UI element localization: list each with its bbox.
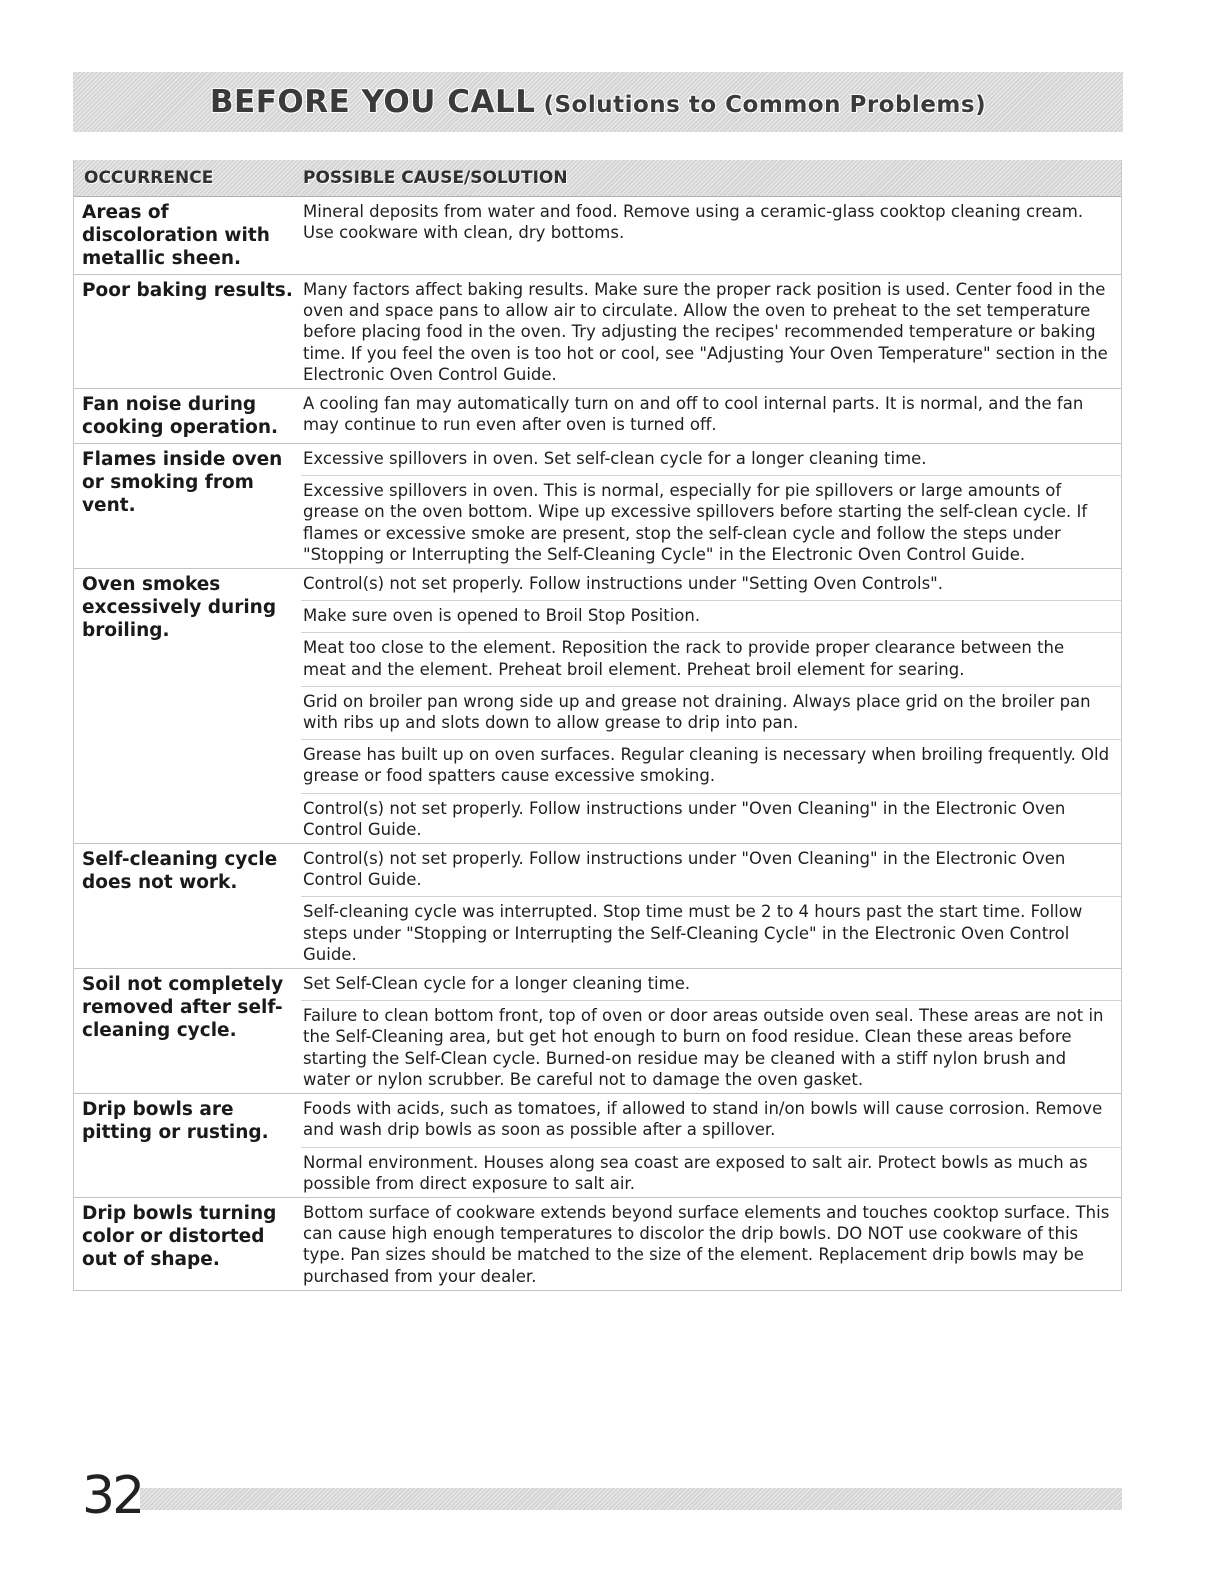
solutions-cell (301, 1198, 1121, 1290)
table-row (74, 197, 1121, 275)
solution-item: Many factors affect baking results. Make sure the proper rack position is used. Center food in the oven and space pans to allow air to circulate. Allow the oven to preheat to the set temperature before placing food in the oven. Try adjusting the recipes' recommended temperature or baking time. If you feel the oven is too hot or cool, see "Adjusting Your Oven Temperature" section in the Electronic Oven Control Guide. (303, 280, 1108, 384)
solutions-cell (301, 969, 1121, 1093)
solution-item: Failure to clean bottom front, top of oven or door areas outside oven seal. These areas are not in the Self-Cleaning area, but get hot enough to burn on food residue. Clean these areas before starting the Self-Clean cycle. Burned-on residue may be cleaned with a stiff nylon brush and water or nylon scrubber. Be careful not to damage the oven gasket. (301, 1000, 1121, 1093)
solutions-cell (301, 444, 1121, 568)
page-title-banner (73, 72, 1123, 132)
solution-item: Mineral deposits from water and food. Remove using a ceramic-glass cooktop cleaning cream. Use cookware with clean, dry bottoms. (303, 202, 1084, 243)
solution-item: Control(s) not set properly. Follow instructions under "Setting Oven Controls". (303, 574, 944, 594)
troubleshooting-table (73, 160, 1122, 1291)
solution-item: Grease has built up on oven surfaces. Regular cleaning is necessary when broiling frequently. Old grease or food spatters cause excessive smoking. (301, 739, 1121, 789)
occurrence-cell: Self-cleaning cycle does not work. (82, 849, 278, 894)
occurrence-cell: Flames inside oven or smoking from vent. (82, 449, 283, 517)
occurrence-cell: Poor baking results. (82, 280, 293, 301)
solution-item: Meat too close to the element. Reposition the rack to provide proper clearance between the meat and the element. Preheat broil element. Preheat broil element for searing. (301, 632, 1121, 682)
page-title-subtitle: (Solutions to Common Problems) (543, 92, 987, 118)
table-row (74, 969, 1121, 1094)
solutions-cell (301, 844, 1121, 968)
solution-item: Excessive spillovers in oven. This is normal, especially for pie spillovers or large amounts of grease on the oven bottom. Wipe up excessive spillovers before starting the self-clean cycle. If flames or excessive smoke are present, stop the self-clean cycle and follow the steps under "Stopping or Interrupting the Self-Cleaning Cycle" in the Electronic Oven Control Guide. (301, 475, 1121, 568)
occurrence-cell: Fan noise during cooking operation. (82, 394, 279, 439)
table-row (74, 1094, 1121, 1198)
solution-item: Control(s) not set properly. Follow instructions under "Oven Cleaning" in the Electronic Oven Control Guide. (303, 849, 1066, 890)
solution-item: Grid on broiler pan wrong side up and grease not draining. Always place grid on the broiler pan with ribs up and slots down to allow grease to drip into pan. (301, 686, 1121, 736)
table-header-row (74, 160, 1121, 197)
table-row (74, 444, 1121, 569)
table-row (74, 389, 1121, 444)
occurrence-cell: Areas of discoloration with metallic sheen. (82, 202, 270, 269)
column-header-possible-cause-solution: POSSIBLE CAUSE/SOLUTION (303, 168, 568, 188)
solution-item: Normal environment. Houses along sea coast are exposed to salt air. Protect bowls as much as possible from direct exposure to salt air. (301, 1147, 1121, 1197)
table-row (74, 844, 1121, 969)
occurrence-cell: Drip bowls turning color or distorted out of shape. (82, 1202, 277, 1270)
solution-item: Bottom surface of cookware extends beyond surface elements and touches cooktop surface. This can cause high enough temperatures to discolor the drip bowls. DO NOT use cookware of this type. Pan sizes should be matched to the size of the element. Replacement drip bowls may be purchased from your dealer. (303, 1202, 1110, 1286)
solution-item: Make sure oven is opened to Broil Stop Position. (301, 600, 1121, 629)
page-number: 32 (82, 1466, 143, 1526)
table-row (74, 569, 1121, 844)
footer-decorative-band (140, 1488, 1122, 1510)
solution-item: Self-cleaning cycle was interrupted. Stop time must be 2 to 4 hours past the start time. Follow steps under "Stopping or Interrupting the Self-Cleaning Cycle" in the Electronic Oven Control Guide. (301, 896, 1121, 968)
solutions-cell (301, 275, 1121, 388)
occurrence-cell: Drip bowls are pitting or rusting. (82, 1099, 269, 1144)
solution-item: Set Self-Clean cycle for a longer cleaning time. (303, 974, 691, 994)
table-row (74, 275, 1121, 389)
page-title-main: BEFORE YOU CALL (209, 84, 536, 120)
page-title (210, 84, 986, 120)
column-header-occurrence: OCCURRENCE (84, 168, 214, 188)
solution-item: Control(s) not set properly. Follow instructions under "Oven Cleaning" in the Electronic Oven Control Guide. (301, 793, 1121, 843)
solutions-cell (301, 389, 1121, 443)
solutions-cell (301, 1094, 1121, 1197)
occurrence-cell: Oven smokes excessively during broiling. (82, 574, 277, 642)
solution-item: Excessive spillovers in oven. Set self-clean cycle for a longer cleaning time. (303, 449, 927, 469)
solutions-cell (301, 197, 1121, 274)
solution-item: Foods with acids, such as tomatoes, if allowed to stand in/on bowls will cause corrosion. Remove and wash drip bowls as soon as possible after a spillover. (303, 1099, 1103, 1140)
solutions-cell (301, 569, 1121, 843)
table-row (74, 1198, 1121, 1291)
occurrence-cell: Soil not completely removed after self-cleaning cycle. (82, 974, 284, 1042)
solution-item: A cooling fan may automatically turn on and off to cool internal parts. It is normal, and the fan may continue to run even after oven is turned off. (303, 394, 1084, 435)
